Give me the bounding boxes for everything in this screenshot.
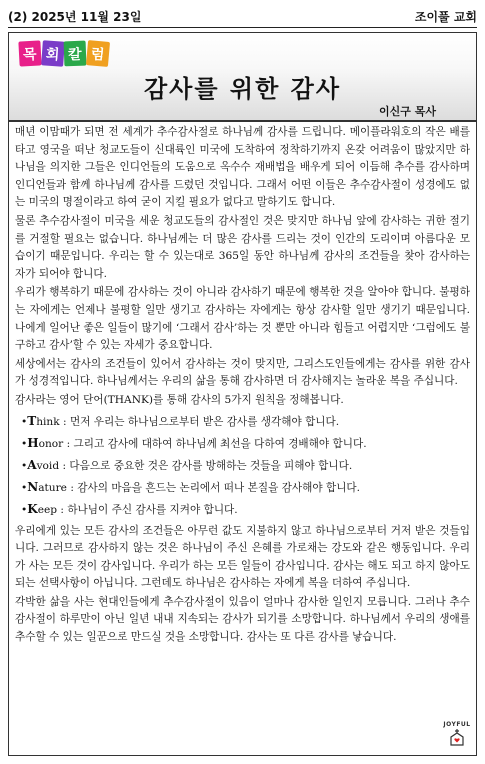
column-label xyxy=(19,41,108,66)
article-paragraph: 우리가 행복하기 때문에 감사하는 것이 아니라 감사하기 때문에 행복한 것을 알아야 합니다. 불평하는 자에게는 언제나 불평할 일만 생기고 감사하는 자에게는 항상 감사할 일만 생기기 때문입니다. 나에게 일어난 좋은 일들이 많기에 ‘그래서 감사’하는 것 뿐만 아니라 힘들고 어렵지만 ‘그럼에도 불구하고 감사’할 수 있는 자세가 중요합니다. xyxy=(15,286,470,352)
article-paragraph: 각박한 삶을 사는 현대인들에게 추수감사절이 있음이 얼마나 감사한 일인지 모릅니다. 그러나 추수감사절이 하루만이 아닌 일년 내내 지속되는 감사가 되기를 소망합니다. 하나님께서 우리의 생애를 추수할 수 있는 일꾼으로 만드실 것을 소망합니다. 감사는 또 다른 감사를 낳습니다. xyxy=(15,595,470,644)
article-title: 감사를 위한 감사 xyxy=(144,75,341,103)
article-paragraph: 감사라는 영어 단어(THANK)를 통해 감사의 5가지 원칙을 정해봅니다. xyxy=(15,393,344,406)
article-paragraph: 우리에게 있는 모든 감사의 조건들은 아무런 값도 지불하지 않고 하나님으로부터 거저 받은 것들입니다. 그러므로 감사하지 않는 것은 하나님이 주신 은혜를 가로채는 강도와 같은 행동입니다. 우리가 사는 모든 것이 감사입니다. 우리가 하는 모든 일들이 감사입니다. 감사는 해도 되고 하지 않아도 되는 선택사항이 아닙니다. 그런데도 하나님은 감사하는 자에게 복을 더하여 주십니다. xyxy=(15,524,470,590)
article-paragraph: 물론 추수감사절이 미국을 세운 청교도들의 감사절인 것은 맞지만 하나님 앞에 감사하는 귀한 절기를 거절할 필요는 없습니다. 하나님께는 더 많은 감사를 드리는 것이 인간의 도리이며 아름다운 모습이기 때문입니다. 우리는 할 수 있는대로 365일 동안 하나님께 감사의 조건들을 찾아 감사하는 자가 되어야 합니다. xyxy=(15,214,470,280)
title-banner xyxy=(8,32,477,122)
column-label-char: 럼 xyxy=(86,40,110,67)
column-label-char: 목 xyxy=(18,40,41,66)
church-name: 조이풀 교회 xyxy=(414,9,477,24)
principle-item: •Nature : 감사의 마음을 흔드는 논리에서 떠나 본질을 감사해야 합니다. xyxy=(21,479,361,494)
thank-principles-list xyxy=(15,411,470,521)
principle-item: •Keep : 하나님이 주신 감사를 지켜야 합니다. xyxy=(21,501,238,516)
principle-item: •Think : 먼저 우리는 하나님으로부터 받은 감사를 생각해야 합니다. xyxy=(21,413,340,428)
principle-item: •Honor : 그리고 감사에 대하여 하나님께 최선을 다하여 경배해야 합니다. xyxy=(21,435,367,450)
column-label-char: 회 xyxy=(41,40,64,66)
principle-item: •Avoid : 다음으로 중요한 것은 감사를 방해하는 것들을 피해야 합니다. xyxy=(21,457,353,472)
article-body xyxy=(8,120,477,756)
header-divider xyxy=(8,27,477,28)
church-icon xyxy=(447,728,467,746)
issue-date: (2) 2025년 11월 23일 xyxy=(8,9,142,24)
author-name: 이신구 목사 xyxy=(379,105,436,118)
article-paragraph: 세상에서는 감사의 조건들이 있어서 감사하는 것이 맞지만, 그리스도인들에게는 감사를 위한 감사가 성경적입니다. 하나님께서는 우리의 삶을 통해 감사하면 더 감사해지는 놀라운 복을 주십니다. xyxy=(15,357,470,388)
article-paragraph: 매년 이맘때가 되면 전 세계가 추수감사절로 하나님께 감사를 드립니다. 메이플라워호의 작은 배를 타고 영국을 떠난 청교도들이 신대륙인 미국에 도착하여 정착하기까지 온갖 어려움이 많았지만 하나님을 의지한 그들은 인디언들의 도움으로 옥수수 재배법을 배우게 되어 이듬해 추수를 감사하며 인디언들과 함께 하나님께 감사를 드렸던 것입니다. 그래서 어떤 이들은 추수감사절이 성경에도 없는 미국의 명절이라고 하여 굳이 지킬 필요가 없다고 말하기도 합니다. xyxy=(15,126,470,209)
logo-word: JOYFUL xyxy=(443,721,471,728)
church-logo-icon xyxy=(442,721,472,753)
column-label-char: 칼 xyxy=(64,41,86,67)
page-header xyxy=(8,6,477,26)
